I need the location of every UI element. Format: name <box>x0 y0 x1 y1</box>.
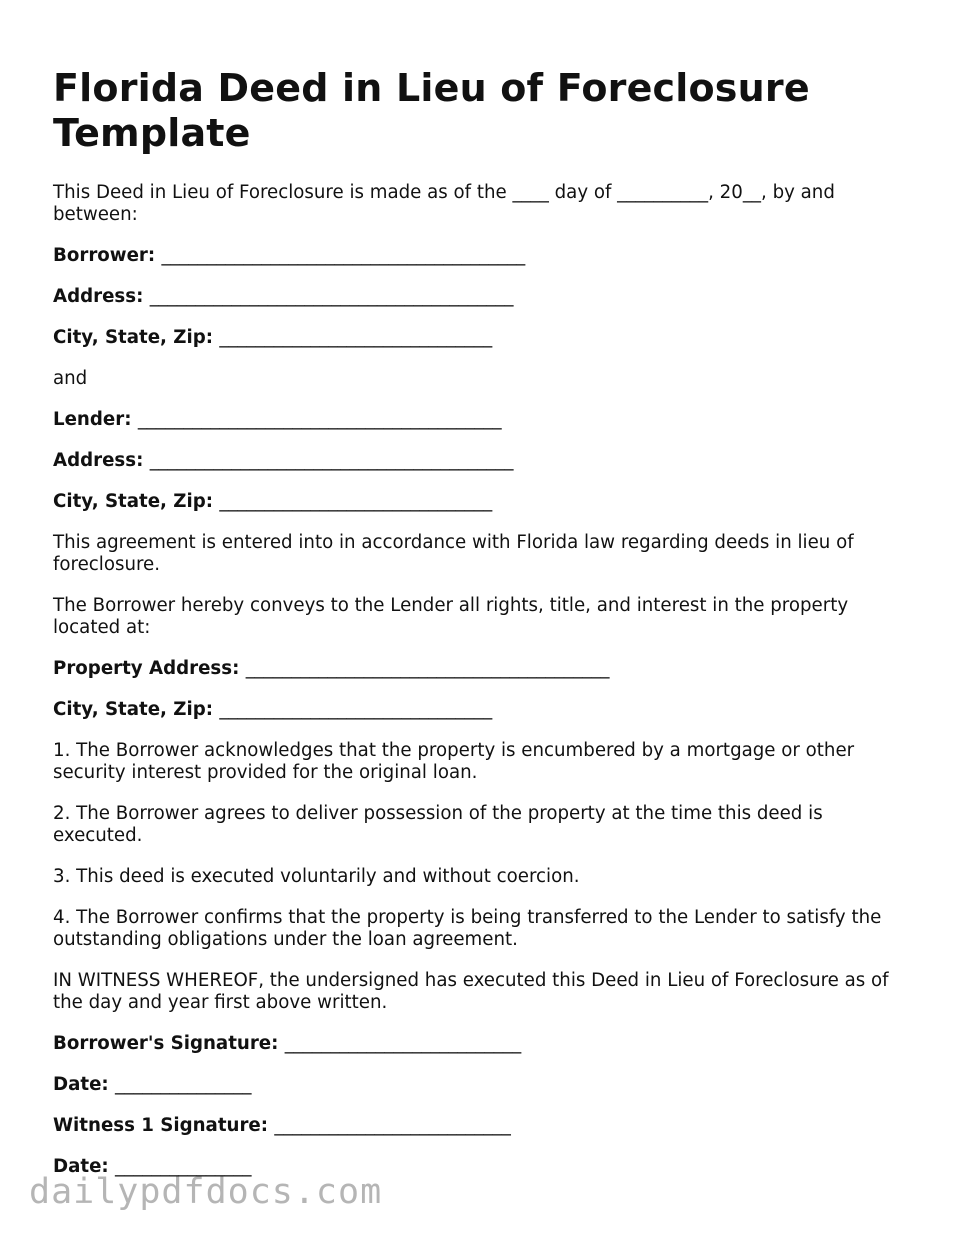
borrower-address-label: Address: <box>53 286 150 307</box>
lender-csz-label: City, State, Zip: <box>53 491 220 512</box>
clause-2: 2. The Borrower agrees to deliver possession of the property at the time this deed is executed. <box>53 803 823 846</box>
property-address-blank: ________________________________________ <box>245 658 610 679</box>
borrower-csz-blank: ______________________________ <box>219 327 493 348</box>
borrower-signature-blank: __________________________ <box>284 1033 522 1054</box>
watermark: dailypdfdocs.com <box>29 1172 383 1212</box>
property-csz-label: City, State, Zip: <box>53 699 220 720</box>
property-csz-blank: ______________________________ <box>219 699 493 720</box>
property-city-state-zip-field <box>53 699 903 721</box>
agreement-paragraph: This agreement is entered into in accordance with Florida law regarding deeds in lieu of foreclosure. <box>53 532 854 575</box>
clause-3: 3. This deed is executed voluntarily and without coercion. <box>53 866 580 887</box>
convey-paragraph: The Borrower hereby conveys to the Lender all rights, title, and interest in the property located at: <box>53 595 849 638</box>
and-text: and <box>53 368 88 389</box>
lender-address-blank: ________________________________________ <box>149 450 514 471</box>
borrower-signature-label: Borrower's Signature: <box>53 1033 285 1054</box>
intro-paragraph: This Deed in Lieu of Foreclosure is made as of the ____ day of __________, 20__, by and between: <box>53 182 835 225</box>
date-label-1: Date: <box>53 1074 116 1095</box>
borrower-address-blank: ________________________________________ <box>149 286 514 307</box>
lender-city-state-zip-field <box>53 491 903 513</box>
property-address-label: Property Address: <box>53 658 246 679</box>
date-field-1 <box>53 1074 903 1096</box>
lender-csz-blank: ______________________________ <box>219 491 493 512</box>
witness1-signature-label: Witness 1 Signature: <box>53 1115 275 1136</box>
borrower-name-blank: ________________________________________ <box>161 245 526 266</box>
borrower-city-state-zip-field <box>53 327 903 349</box>
document-page <box>53 66 903 1197</box>
lender-name-blank: ________________________________________ <box>137 409 502 430</box>
witness1-signature-blank: __________________________ <box>274 1115 511 1136</box>
lender-address-label: Address: <box>53 450 150 471</box>
clause-1: 1. The Borrower acknowledges that the property is encumbered by a mortgage or other security interest provided for the original loan. <box>53 740 855 783</box>
page-title: Florida Deed in Lieu of Foreclosure Template <box>53 66 810 155</box>
lender-name-field <box>53 409 903 431</box>
borrower-name-label: Borrower: <box>53 245 162 266</box>
borrower-name-field <box>53 245 903 267</box>
lender-name-label: Lender: <box>53 409 138 430</box>
witness-paragraph: IN WITNESS WHEREOF, the undersigned has executed this Deed in Lieu of Foreclosure as of the day and year first above written. <box>53 970 889 1013</box>
date-blank-1: _______________ <box>115 1074 252 1095</box>
borrower-address-field <box>53 286 903 308</box>
borrower-csz-label: City, State, Zip: <box>53 327 220 348</box>
date-blank-2: _______________ <box>115 1156 252 1177</box>
borrower-signature-field <box>53 1033 903 1055</box>
lender-address-field <box>53 450 903 472</box>
witness1-signature-field <box>53 1115 903 1137</box>
property-address-field <box>53 658 903 680</box>
date-label-2: Date: <box>53 1156 116 1177</box>
clause-4: 4. The Borrower confirms that the property is being transferred to the Lender to satisfy the outstanding obligations under the loan agreement. <box>53 907 882 950</box>
